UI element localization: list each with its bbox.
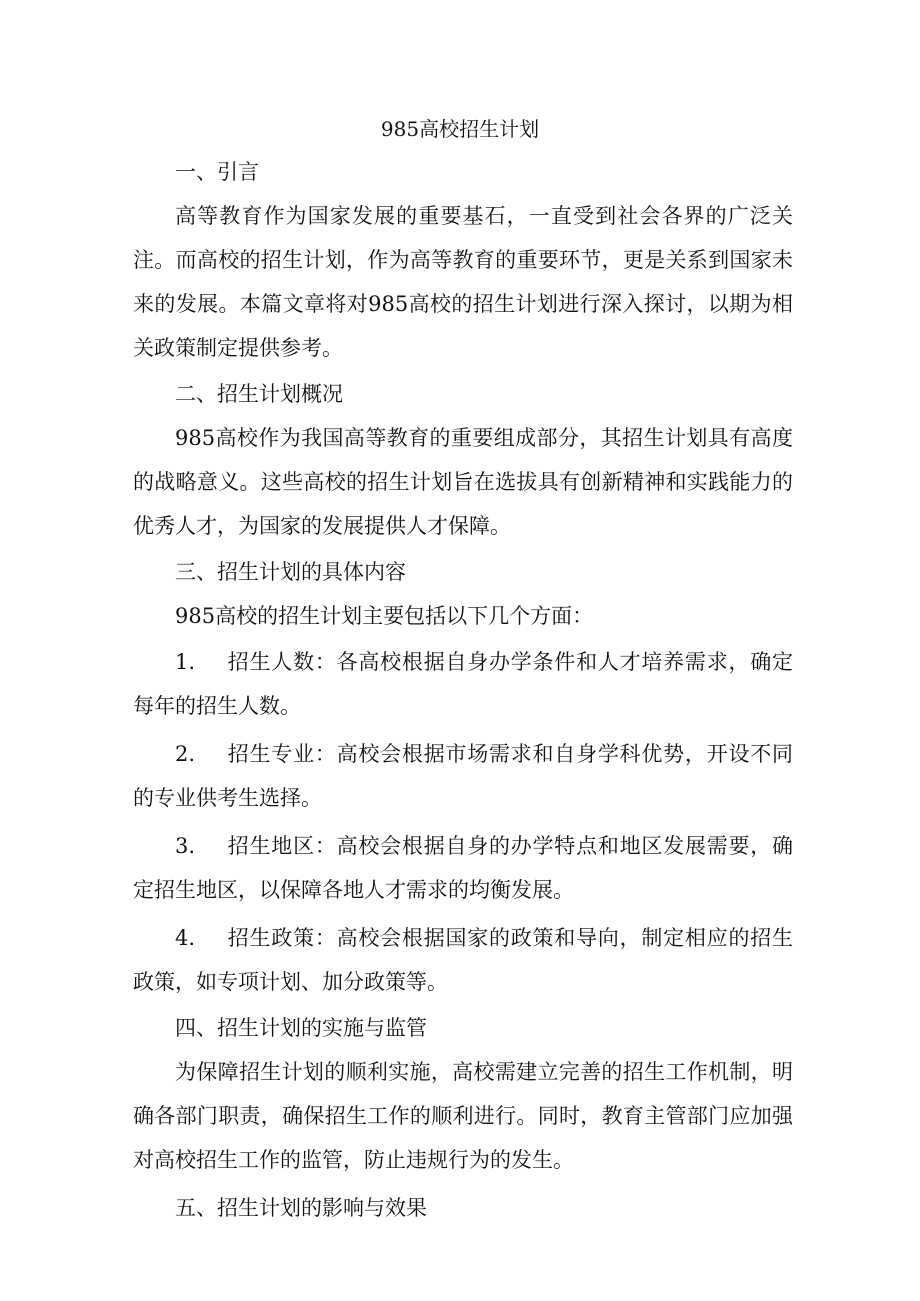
list-item-text: 招生政策：高校会根据国家的政策和导向，制定相应的招生政策，如专项计划、加分政策等。	[133, 926, 793, 994]
list-item-text: 招生人数：各高校根据自身办学条件和人才培养需求，确定每年的招生人数。	[133, 650, 793, 718]
document-title: 985高校招生计划	[380, 117, 540, 141]
list-item-number: 2.	[175, 742, 196, 766]
section-heading-content: 三、招生计划的具体内容	[175, 560, 406, 584]
section-heading-implementation: 四、招生计划的实施与监管	[175, 1016, 427, 1040]
section-heading-impact: 五、招生计划的影响与效果	[175, 1196, 427, 1220]
section-heading-intro: 一、引言	[175, 160, 259, 184]
list-item	[133, 824, 793, 912]
list-item	[133, 640, 793, 728]
list-item-number: 1.	[175, 650, 196, 674]
list-item-text: 招生专业：高校会根据市场需求和自身学科优势，开设不同的专业供考生选择。	[133, 742, 793, 810]
document-body	[133, 150, 793, 1230]
list-item-number: 4.	[175, 926, 196, 950]
list-item	[133, 916, 793, 1004]
overview-paragraph: 985高校作为我国高等教育的重要组成部分，其招生计划具有高度的战略意义。这些高校的招生计划旨在选拔具有创新精神和实践能力的优秀人才，为国家的发展提供人才保障。	[133, 426, 793, 538]
list-item	[133, 732, 793, 820]
intro-paragraph: 高等教育作为国家发展的重要基石，一直受到社会各界的广泛关注。而高校的招生计划，作为高等教育的重要环节，更是关系到国家未来的发展。本篇文章将对985高校的招生计划进行深入探讨，以期为相关政策制定提供参考。	[133, 204, 793, 360]
list-item-text: 招生地区：高校会根据自身的办学特点和地区发展需要，确定招生地区，以保障各地人才需求的均衡发展。	[133, 834, 793, 902]
list-item-number: 3.	[175, 834, 196, 858]
content-intro-paragraph: 985高校的招生计划主要包括以下几个方面：	[175, 604, 594, 628]
section-heading-overview: 二、招生计划概况	[175, 382, 343, 406]
implementation-paragraph: 为保障招生计划的顺利实施，高校需建立完善的招生工作机制，明确各部门职责，确保招生工作的顺利进行。同时，教育主管部门应加强对高校招生工作的监管，防止违规行为的发生。	[133, 1060, 793, 1172]
